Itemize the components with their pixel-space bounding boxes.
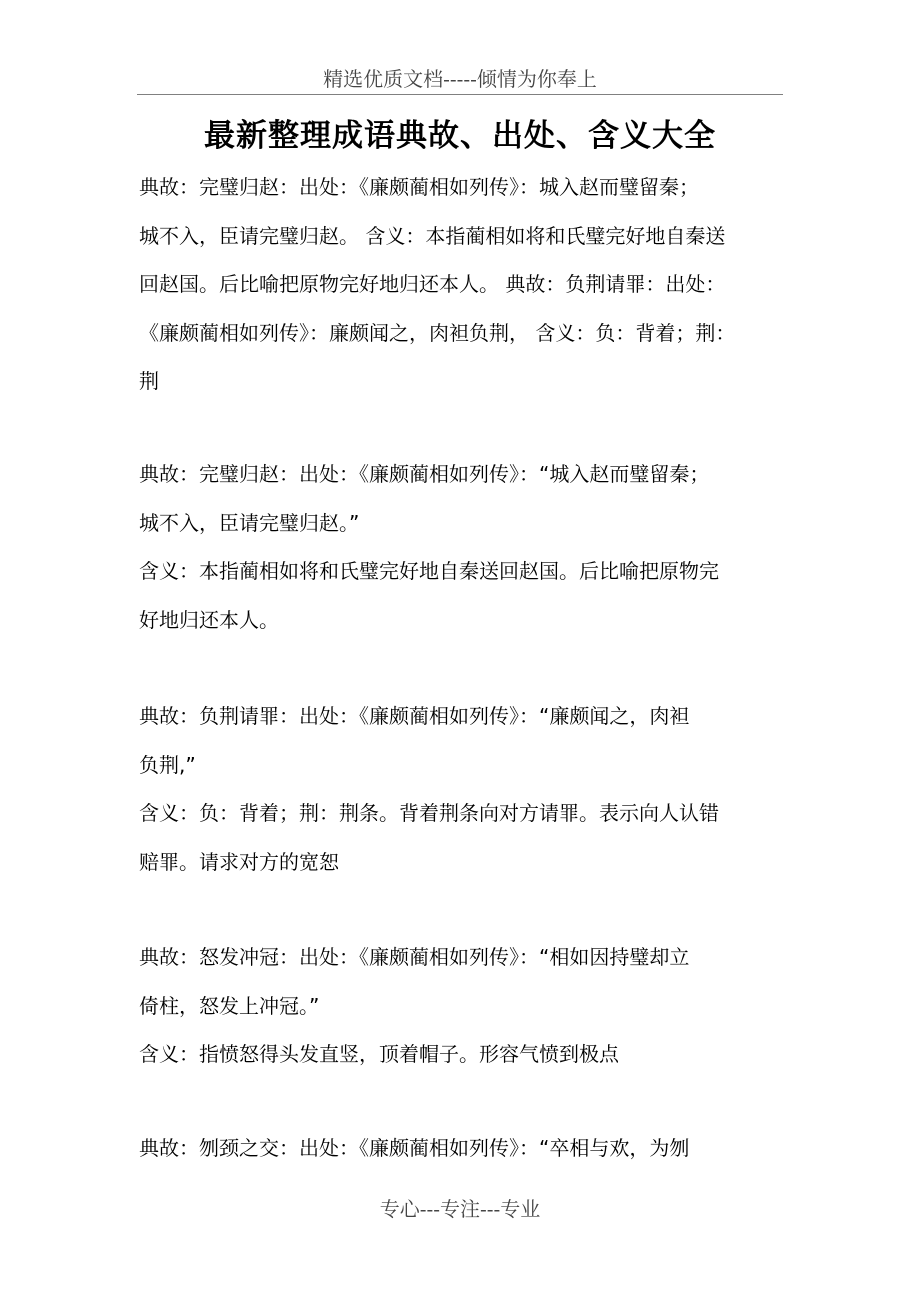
- source-line: 负荆,”: [139, 752, 196, 777]
- text-line: 荆: [139, 369, 159, 393]
- header-divider: [137, 94, 783, 95]
- page-header: 精选优质文档-----倾情为你奉上: [323, 67, 597, 91]
- document-title: 最新整理成语典故、出处、含义大全: [204, 118, 716, 154]
- meaning-line: 含义：负：背着；荆：荆条。背着荆条向对方请罪。表示向人认错: [139, 801, 719, 825]
- meaning-line: 好地归还本人。: [139, 607, 279, 632]
- page-footer: 专心---专注---专业: [379, 1197, 541, 1221]
- summary-paragraph: [139, 163, 789, 406]
- idiom-entry-nufachongguan: [139, 933, 789, 1079]
- source-line: 典故：负荆请罪：出处：《廉颇蔺相如列传》：“廉颇闻之，肉袒: [139, 704, 690, 728]
- text-line: 回赵国。后比喻把原物完好地归还本人。 典故：负荆请罪：出处：: [139, 272, 726, 296]
- text-line: 《廉颇蔺相如列传》：廉颇闻之，肉袒负荆， 含义：负：背着；荆：: [139, 320, 736, 345]
- source-line: 典故：怒发冲冠：出处：《廉颇蔺相如列传》：“相如因持璧却立: [139, 945, 690, 969]
- source-line: 典故：完璧归赵：出处：《廉颇蔺相如列传》：“城入赵而璧留秦；: [139, 462, 710, 486]
- meaning-line: 含义：本指蔺相如将和氏璧完好地自秦送回赵国。后比喻把原物完: [139, 559, 719, 583]
- text-line: 典故：完璧归赵：出处：《廉颇蔺相如列传》：城入赵而璧留秦；: [139, 175, 699, 199]
- text-line: 城不入，臣请完璧归赵。 含义：本指蔺相如将和氏璧完好地自秦送: [139, 223, 726, 248]
- idiom-entry-wenjingzhijiao: [139, 1124, 789, 1173]
- meaning-line: 赔罪。请求对方的宽恕: [139, 849, 339, 874]
- idiom-entry-fujingqingzui: [139, 692, 789, 886]
- idiom-entry-wanbiguizhao: [139, 450, 789, 644]
- meaning-line: 含义：指愤怒得头发直竖，顶着帽子。形容气愤到极点: [139, 1042, 619, 1066]
- source-line: 倚柱，怒发上冲冠。”: [139, 993, 320, 1018]
- source-line: 城不入，臣请完璧归赵。”: [139, 510, 360, 535]
- source-line: 典故：刎颈之交：出处：《廉颇蔺相如列传》：“卒相与欢，为刎: [139, 1136, 690, 1160]
